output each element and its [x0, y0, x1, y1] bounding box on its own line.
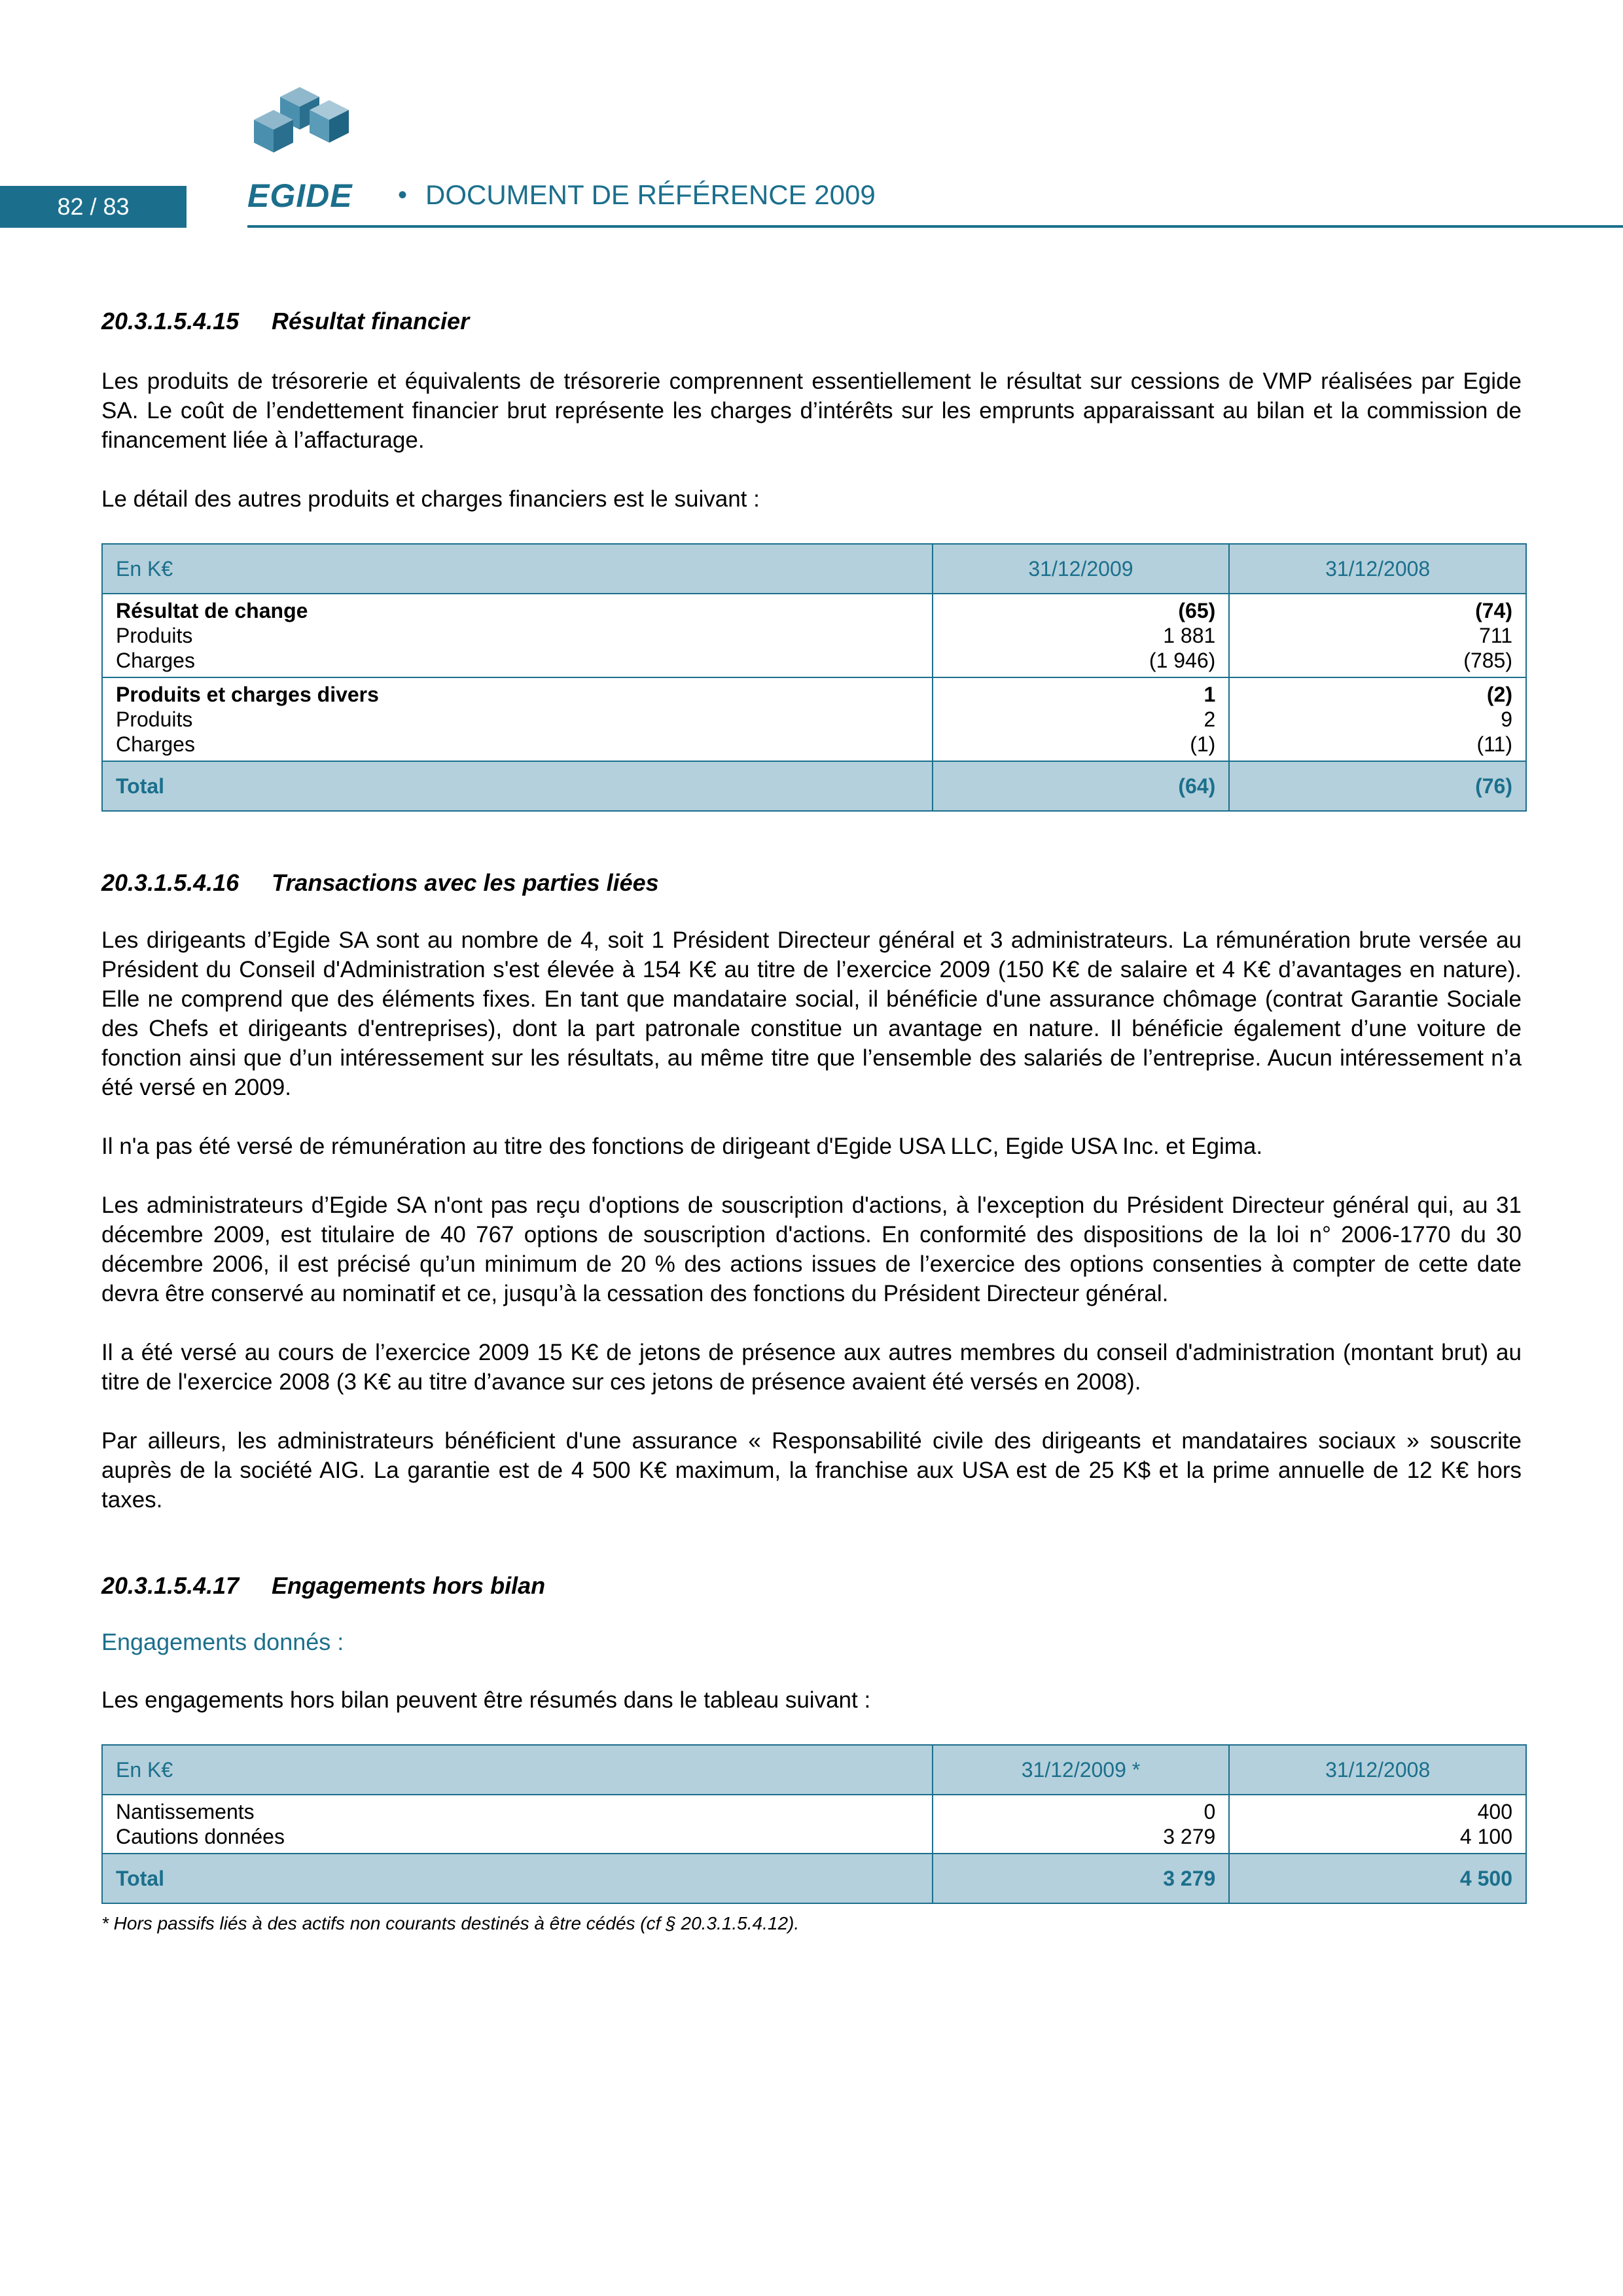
total-label: Total: [102, 1854, 933, 1903]
cell-value: (785): [1463, 649, 1512, 672]
section-title: Engagements hors bilan: [272, 1572, 546, 1599]
cell-value: (1 946): [1149, 649, 1216, 672]
header-divider: [247, 225, 1623, 228]
cell-value: (2): [1486, 683, 1512, 706]
cell-value: 1 881: [1163, 624, 1216, 647]
cell-value: 3 279: [1163, 1825, 1216, 1848]
page-indicator: 82 / 83: [0, 186, 187, 228]
table-total-row: [102, 1854, 1526, 1903]
paragraph: Il n'a pas été versé de rémunération au titre des fonctions de dirigeant d'Egide USA LLC, Egide USA Inc. et Egima.: [101, 1134, 1263, 1159]
table-header-row: [102, 1745, 1526, 1795]
cell-value: 9: [1501, 708, 1512, 731]
paragraph: Il a été versé au cours de l’exercice 2009 15 K€ de jetons de présence aux autres membres du conseil d'administration (montant brut) au titre de l'exercice 2008 (3 K€ au titre d’avance sur ces jetons de présence avaient été versés en 2008).: [101, 1340, 1522, 1395]
total-value: 3 279: [933, 1854, 1230, 1903]
cell-value: (74): [1475, 599, 1512, 622]
row-label: Charges: [116, 649, 195, 672]
egide-logo: [247, 84, 368, 175]
table-header-row: [102, 544, 1526, 594]
bullet-icon: •: [398, 180, 408, 209]
document-title: [398, 179, 876, 211]
table-footnote: * Hors passifs liés à des actifs non courants destinés à être cédés (cf § 20.3.1.5.4.12).: [101, 1913, 800, 1933]
total-value: (64): [933, 761, 1230, 811]
table-header-cell: 31/12/2009: [933, 544, 1230, 594]
page-content: [101, 308, 1522, 1934]
cell-value: 400: [1477, 1800, 1512, 1823]
paragraph: Le détail des autres produits et charges financiers est le suivant :: [101, 486, 760, 512]
cell-value: (11): [1476, 732, 1512, 756]
cell-value: 4 100: [1459, 1825, 1512, 1848]
cell-value: (1): [1190, 732, 1216, 756]
cell-value: 2: [1204, 708, 1216, 731]
paragraph: Les administrateurs d’Egide SA n'ont pas reçu d'options de souscription d'actions, à l'exception du Président Directeur général qui, au 31 décembre 2009, est titulaire de 40 767 options de souscription d'actions. En conformité des dispositions de la loi n° 2006-1770 du 30 décembre 2006, il est précisé qu’un minimum de 20 % des actions issues de l’exercice des options consenties à compter de cette date devra être conservé au nominatif et ce, jusqu’à la cessation des fonctions du Président Directeur général.: [101, 1193, 1522, 1306]
logo-text: EGIDE: [247, 177, 353, 214]
section-heading: [101, 869, 1522, 897]
subsection-title: Engagements donnés :: [101, 1628, 344, 1655]
cell-value: 711: [1478, 624, 1512, 647]
total-value: (76): [1229, 761, 1526, 811]
table-header-cell: 31/12/2009 *: [933, 1745, 1230, 1795]
table-row: [102, 594, 1526, 677]
section-title: Résultat financier: [272, 308, 470, 334]
financial-result-table: [101, 543, 1527, 812]
section-heading: [101, 308, 1522, 335]
table-header-cell: En K€: [102, 544, 933, 594]
cell-value: 1: [1204, 683, 1216, 706]
paragraph: Les produits de trésorerie et équivalents de trésorerie comprennent essentiellement le résultat sur cessions de VMP réalisées par Egide SA. Le coût de l’endettement financier brut représente les charges d’intérêts sur les emprunts apparaissant au bilan et la commission de financement liée à l’affacturage.: [101, 368, 1522, 453]
row-label: Charges: [116, 732, 195, 756]
paragraph: Par ailleurs, les administrateurs bénéficient d'une assurance « Responsabilité civile des dirigeants et mandataires sociaux » souscrite auprès de la société AIG. La garantie est de 4 500 K€ maximum, la franchise aux USA est de 25 K$ et la prime annuelle de 12 K€ hors taxes.: [101, 1428, 1522, 1513]
section-number: 20.3.1.5.4.17: [101, 1572, 240, 1599]
section-heading: [101, 1572, 1522, 1600]
table-header-cell: En K€: [102, 1745, 933, 1795]
row-label: Produits: [116, 624, 193, 647]
table-header-cell: 31/12/2008: [1229, 1745, 1526, 1795]
section-title: Transactions avec les parties liées: [272, 869, 659, 896]
group-title: Produits et charges divers: [116, 683, 379, 706]
paragraph: Les engagements hors bilan peuvent être résumés dans le tableau suivant :: [101, 1687, 871, 1713]
document-title-text: DOCUMENT DE RÉFÉRENCE 2009: [425, 179, 876, 210]
row-label: Cautions données: [116, 1825, 285, 1848]
cell-value: 0: [1204, 1800, 1216, 1823]
table-header-cell: 31/12/2008: [1229, 544, 1526, 594]
section-number: 20.3.1.5.4.16: [101, 869, 240, 896]
total-label: Total: [102, 761, 933, 811]
group-title: Résultat de change: [116, 599, 308, 622]
table-row: [102, 677, 1526, 761]
row-label: Produits: [116, 708, 193, 731]
paragraph: Les dirigeants d’Egide SA sont au nombre de 4, soit 1 Président Directeur général et 3 administrateurs. La rémunération brute versée au Président du Conseil d'Administration s'est élevée à 154 K€ au titre de l’exercice 2009 (150 K€ de salaire et 4 K€ d’avantages en nature). Elle ne comprend que des éléments fixes. En tant que mandataire social, il bénéficie d'une assurance chômage (contrat Garantie Sociale des Chefs et dirigeants d'entreprises), dont la part patronale constitue un avantage en nature. Il bénéficie également d’une voiture de fonction ainsi que d’un intéressement sur les résultats, au même titre que l’ensemble des salariés de l’entreprise. Aucun intéressement n’a été versé en 2009.: [101, 927, 1522, 1100]
table-row: [102, 1795, 1526, 1854]
row-label: Nantissements: [116, 1800, 255, 1823]
cell-value: (65): [1178, 599, 1216, 622]
off-balance-commitments-table: [101, 1744, 1527, 1904]
section-number: 20.3.1.5.4.15: [101, 308, 240, 334]
total-value: 4 500: [1229, 1854, 1526, 1903]
table-total-row: [102, 761, 1526, 811]
